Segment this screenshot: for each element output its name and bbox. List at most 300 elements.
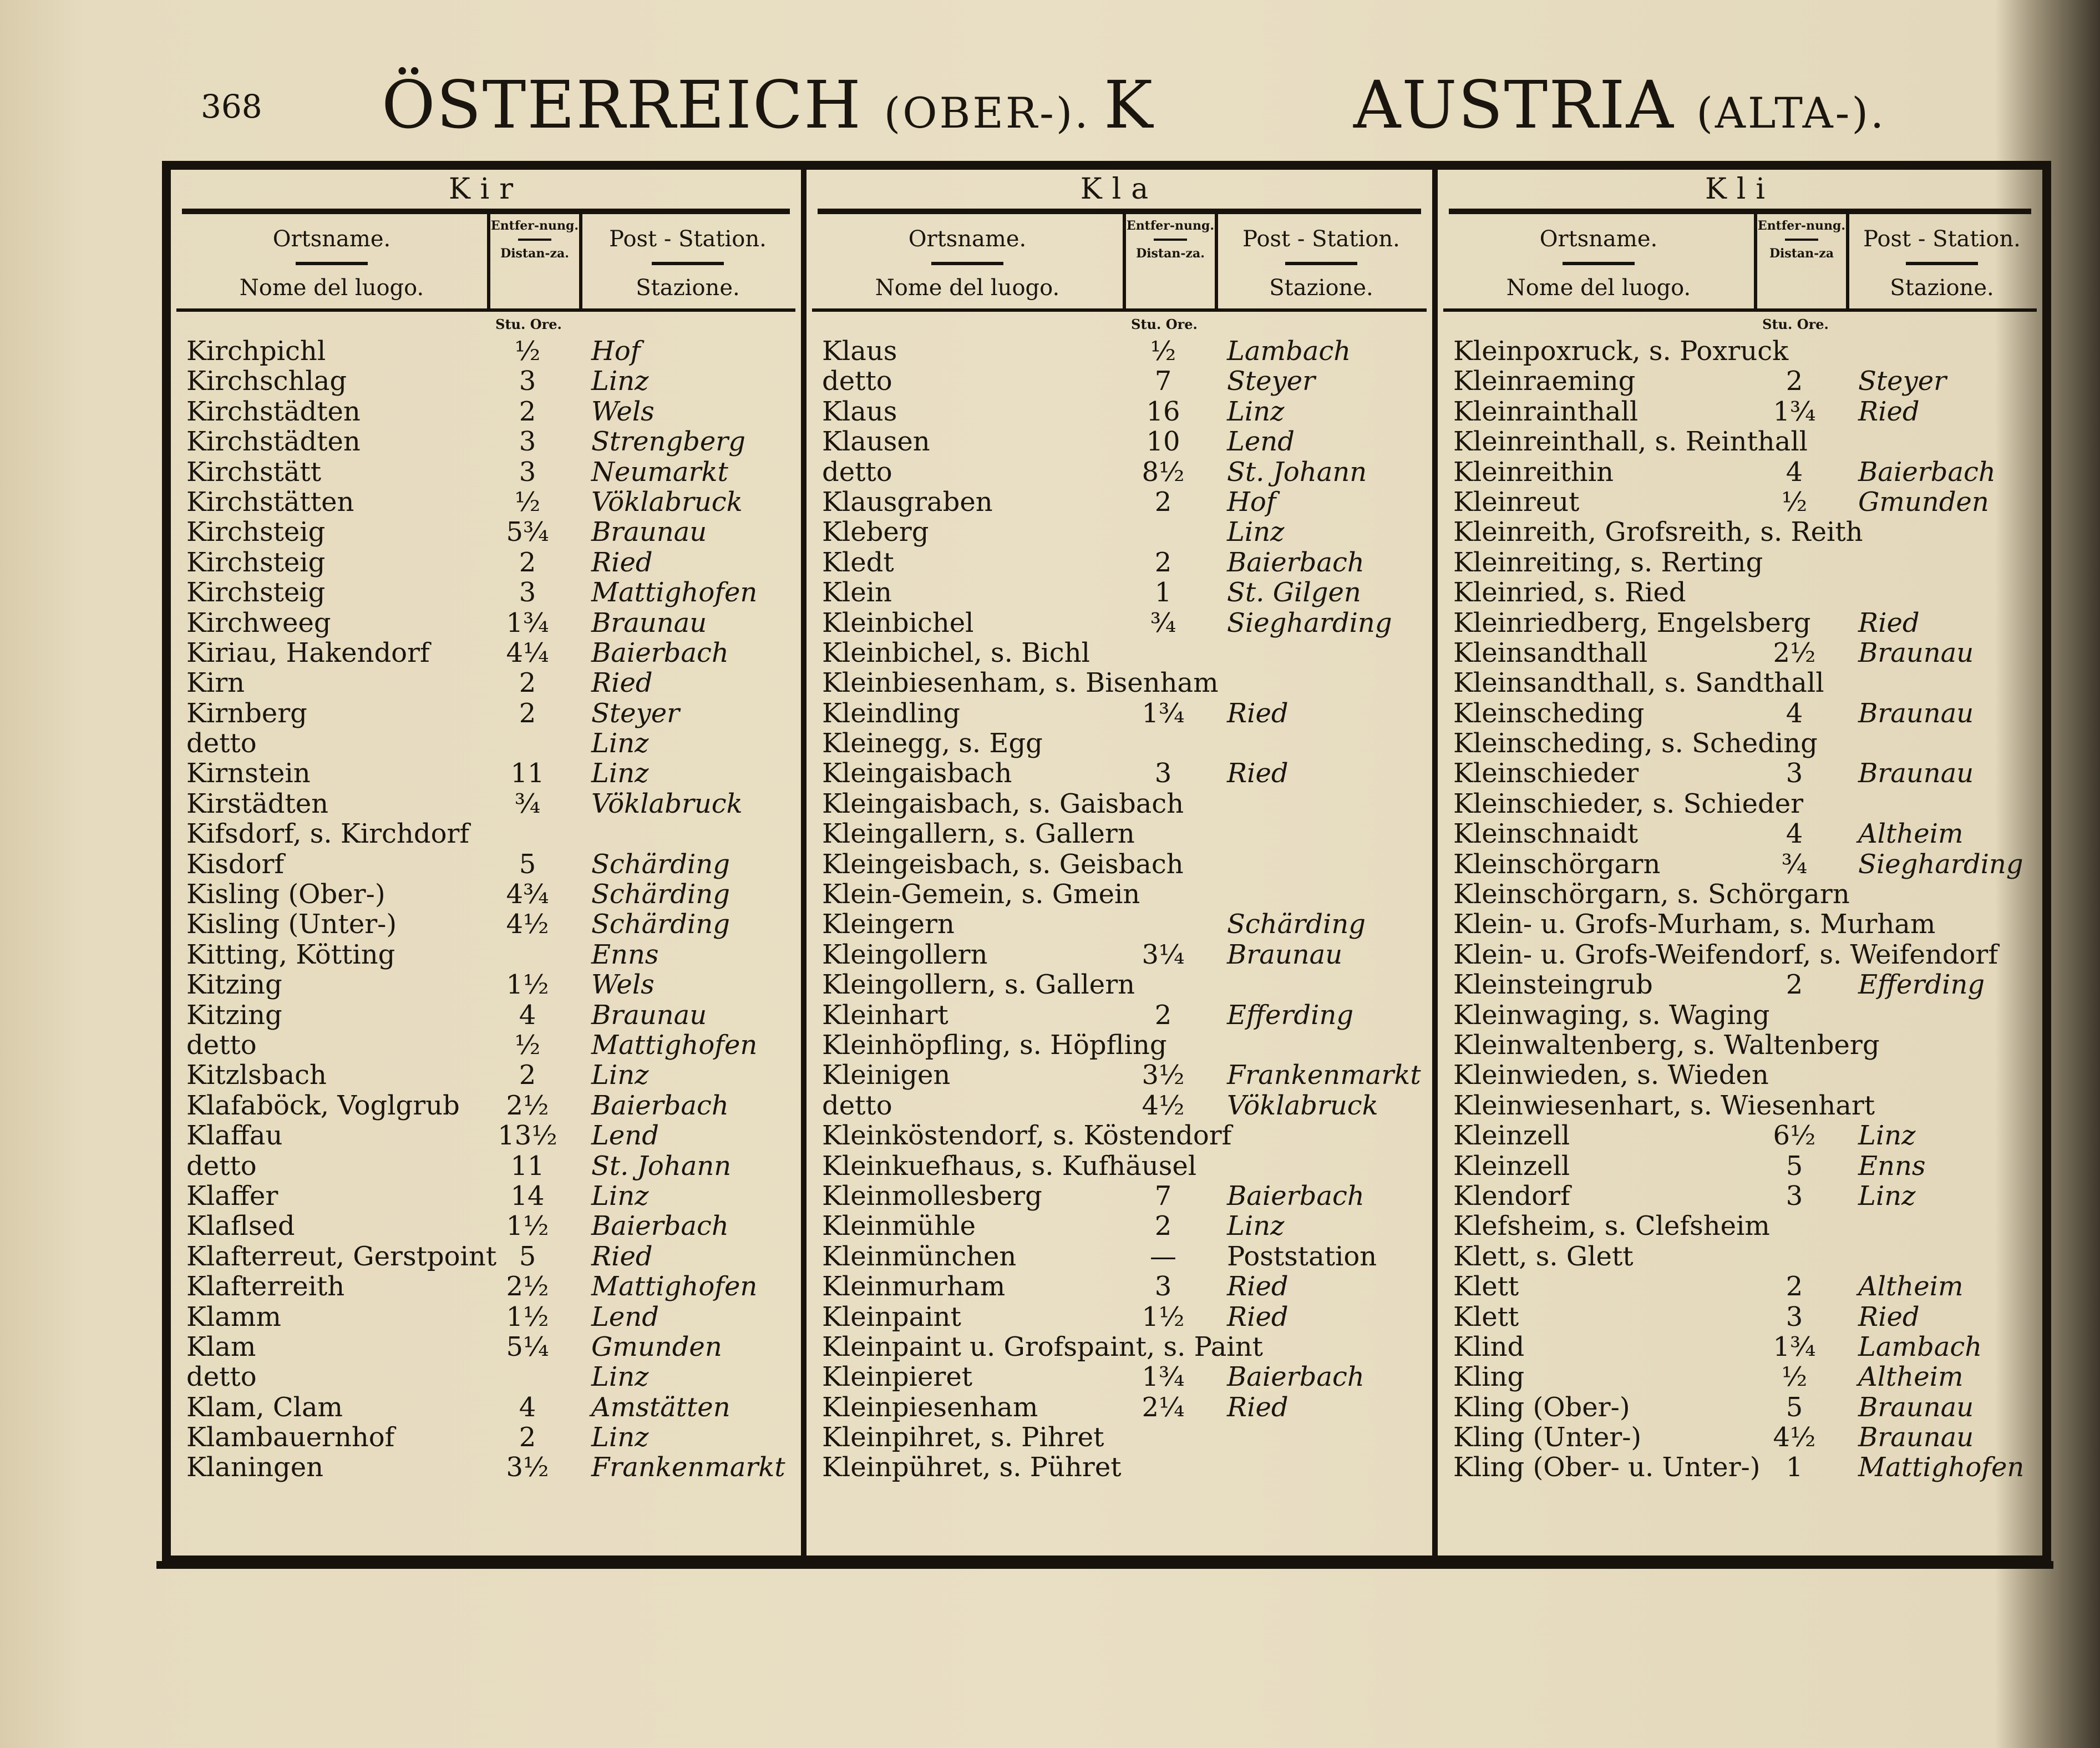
- distance: 4: [1785, 697, 1803, 729]
- table-row: [1453, 517, 2038, 547]
- table-row: [822, 517, 1428, 547]
- post-station-label-it: Stazione.: [1269, 275, 1373, 301]
- place-name: Kleinmünchen: [822, 1240, 1017, 1272]
- table-row: [822, 1332, 1428, 1362]
- page-number: 368: [201, 88, 262, 125]
- distance: 4½: [506, 909, 549, 940]
- post-station: Altheim: [1858, 1361, 1964, 1393]
- place-name: Kirchstädten: [186, 396, 361, 427]
- post-station: Baierbach: [1227, 1180, 1365, 1212]
- post-station: Linz: [591, 1361, 649, 1393]
- post-station: Baierbach: [591, 637, 729, 668]
- table-row: [822, 698, 1428, 728]
- table-row: [822, 879, 1428, 909]
- place-name: detto: [822, 456, 892, 488]
- place-name: Kleinzell: [1453, 1120, 1570, 1152]
- post-station: Mattighofen: [591, 577, 758, 609]
- table-row: [1453, 1030, 2038, 1060]
- place-name-label-de: Ortsname.: [908, 226, 1027, 252]
- place-name: Kleinköstendorf, s. Köstendorf: [822, 1120, 1232, 1152]
- place-name: Kleinreithin: [1453, 456, 1614, 488]
- table-row: [822, 1392, 1428, 1422]
- place-name: Kling (Ober-): [1453, 1391, 1630, 1423]
- distance: 4: [1785, 818, 1803, 850]
- post-station: Linz: [591, 1180, 649, 1212]
- table-row: [1453, 1362, 2038, 1392]
- distance: 4½: [1773, 1422, 1816, 1453]
- post-station: Ried: [1227, 1271, 1289, 1303]
- place-name: Kirchstädten: [186, 426, 361, 458]
- table-row: [186, 1422, 797, 1452]
- table-row: [1453, 1121, 2038, 1151]
- distance: 4¼: [506, 637, 549, 668]
- title-german-sub: (OBER-).: [884, 88, 1090, 138]
- distance: 3: [519, 426, 536, 458]
- table-row: [822, 427, 1428, 457]
- column-kir: [171, 170, 801, 1556]
- place-name: Kleinpihret, s. Pihret: [822, 1422, 1104, 1453]
- distance: 2½: [1773, 637, 1816, 668]
- distance: 2: [1154, 999, 1172, 1031]
- post-station: Baierbach: [1227, 1361, 1365, 1393]
- place-name: Klaus: [822, 336, 897, 367]
- table-row: [186, 1151, 797, 1181]
- table-row: [822, 1422, 1428, 1452]
- distance-label-de: Entfer-nung.: [1126, 219, 1215, 233]
- place-name: Kleinwaltenberg, s. Waltenberg: [1453, 1029, 1880, 1061]
- place-name: Klafaböck, Voglgrub: [186, 1090, 460, 1121]
- place-name: Kleinbichel: [822, 607, 974, 639]
- post-station: Frankenmarkt: [1227, 1060, 1421, 1091]
- place-name: Kleinschörgarn: [1453, 848, 1661, 880]
- place-name: Kirstädten: [186, 788, 329, 819]
- table-row: [186, 698, 797, 728]
- post-station: Schärding: [1227, 909, 1366, 940]
- place-name: Kitzing: [186, 969, 282, 1001]
- table-row: [822, 1242, 1428, 1271]
- distance: 2½: [506, 1271, 549, 1303]
- place-name: Klein- u. Grofs-Weifendorf, s. Weifendorf: [1453, 939, 1998, 970]
- table-row: [822, 1151, 1428, 1181]
- table-row: [1453, 608, 2038, 638]
- place-name: Kleinwieden, s. Wieden: [1453, 1060, 1769, 1091]
- table-row: [186, 1332, 797, 1362]
- column-kla: [801, 170, 1432, 1556]
- header-rule: [1906, 262, 1978, 265]
- section-letter: K: [1104, 67, 1154, 143]
- distance: 2: [1154, 1210, 1172, 1242]
- header-rule: [1154, 239, 1187, 241]
- place-name: Klamm: [186, 1301, 281, 1332]
- column-kli: [1432, 170, 2042, 1556]
- distance: 3½: [1142, 1060, 1185, 1091]
- table-row: [822, 1271, 1428, 1301]
- place-name: Kleberg: [822, 516, 929, 548]
- table-row: [186, 1242, 797, 1271]
- table-row: [1453, 457, 2038, 487]
- table-row: [1453, 819, 2038, 849]
- table-row: [186, 336, 797, 366]
- table-row: [1453, 1302, 2038, 1332]
- distance: 14: [510, 1180, 545, 1212]
- place-name: Kleinigen: [822, 1060, 951, 1091]
- table-row: [186, 1060, 797, 1090]
- post-station: Linz: [591, 1422, 649, 1453]
- distance: 11: [510, 1150, 545, 1182]
- place-name: Klaffer: [186, 1180, 278, 1212]
- column-heading: Kir: [182, 170, 790, 214]
- post-station: Steyer: [1858, 366, 1947, 397]
- table-row: [186, 1211, 797, 1241]
- table-row: [186, 608, 797, 638]
- table-row: [822, 1181, 1428, 1211]
- distance: 1¾: [1773, 396, 1816, 427]
- place-name: Kleinbichel, s. Bichl: [822, 637, 1090, 668]
- place-name: Kirchsteig: [186, 546, 326, 578]
- table-row: [1453, 427, 2038, 457]
- distance: ¾: [1150, 607, 1176, 639]
- post-station: Efferding: [1858, 969, 1985, 1001]
- distance: 1¾: [506, 607, 549, 639]
- place-name: Klett: [1453, 1301, 1519, 1332]
- entry-list: [186, 336, 797, 1483]
- post-station: Steyer: [1227, 366, 1316, 397]
- table-row: [822, 909, 1428, 939]
- place-name: Kleinschnaidt: [1453, 818, 1639, 850]
- table-row: [1453, 1000, 2038, 1030]
- distance: 10: [1146, 426, 1180, 458]
- table-row: [822, 608, 1428, 638]
- header-rule: [296, 262, 368, 265]
- distance: 2: [519, 1060, 536, 1091]
- distance: 2¼: [1142, 1391, 1185, 1423]
- distance: ½: [1781, 1361, 1808, 1393]
- post-station: Enns: [591, 939, 659, 970]
- distance: 3: [1154, 1271, 1172, 1303]
- distance: 16: [1146, 396, 1180, 427]
- distance: 6½: [1773, 1120, 1816, 1152]
- table-row: [186, 789, 797, 819]
- post-station: Lambach: [1858, 1331, 1982, 1362]
- table-row: [186, 1271, 797, 1301]
- place-name: Kirchschlag: [186, 366, 347, 397]
- place-name: Kleingaisbach, s. Gaisbach: [822, 788, 1184, 819]
- post-station: Altheim: [1858, 1271, 1964, 1303]
- table-row: [822, 668, 1428, 698]
- post-station: Wels: [591, 396, 655, 427]
- title-italian-sub: (ALTA-).: [1696, 88, 1886, 138]
- place-name: Kirnstein: [186, 758, 311, 789]
- table-row: [1453, 1392, 2038, 1422]
- post-station-label-it: Stazione.: [636, 275, 740, 301]
- place-name: Kleindling: [822, 697, 960, 729]
- table-row: [186, 1362, 797, 1392]
- table-row: [186, 366, 797, 396]
- place-name: Kling (Ober- u. Unter-): [1453, 1452, 1761, 1483]
- table-row: [1453, 1181, 2038, 1211]
- distance: 7: [1154, 1180, 1172, 1212]
- place-name: Kisling (Ober-): [186, 879, 385, 910]
- table-row: [186, 668, 797, 698]
- distance: 3: [1785, 1301, 1803, 1332]
- table-row: [186, 517, 797, 547]
- place-name: Klam: [186, 1331, 256, 1362]
- distance: 1½: [506, 969, 549, 1001]
- table-row: [186, 487, 797, 517]
- distance: 1½: [1142, 1301, 1185, 1332]
- table-row: [186, 1181, 797, 1211]
- column-subheader: [1443, 214, 2037, 312]
- place-name: Kirn: [186, 667, 245, 699]
- post-station: Braunau: [1227, 939, 1343, 970]
- distance: 5: [1785, 1391, 1803, 1423]
- post-station: Gmunden: [1858, 486, 1989, 518]
- post-station: Linz: [591, 1060, 649, 1091]
- distance-header: [487, 214, 582, 308]
- place-name: Klaningen: [186, 1452, 324, 1483]
- distance: ½: [514, 1029, 541, 1061]
- post-station: St. Johann: [591, 1150, 732, 1182]
- distance: 7: [1154, 366, 1172, 397]
- place-name: Klein-Gemein, s. Gmein: [822, 879, 1140, 910]
- distance: 11: [510, 758, 545, 789]
- place-name: Kisdorf: [186, 848, 285, 880]
- table-row: [822, 1121, 1428, 1151]
- table-row: [1453, 1452, 2038, 1482]
- distance: 2: [1154, 546, 1172, 578]
- table-row: [1453, 970, 2038, 1000]
- post-station: Poststation: [1227, 1240, 1377, 1272]
- post-station: Hof: [591, 336, 641, 367]
- post-station: Schärding: [591, 879, 730, 910]
- place-name: Kleingern: [822, 909, 955, 940]
- distance: 4: [519, 999, 536, 1031]
- place-name: Kirchsteig: [186, 516, 326, 548]
- place-name: Kling (Unter-): [1453, 1422, 1642, 1453]
- distance-label-de: Entfer-nung.: [490, 219, 579, 233]
- place-name: Kleinrainthall: [1453, 396, 1639, 427]
- place-name: detto: [186, 1029, 257, 1061]
- place-name: Klambauernhof: [186, 1422, 395, 1453]
- place-name-header: [176, 214, 487, 308]
- place-name: Kirchsteig: [186, 577, 326, 609]
- post-station: Linz: [591, 728, 649, 759]
- post-station: Linz: [591, 366, 649, 397]
- place-name: detto: [822, 366, 892, 397]
- post-station: Ried: [591, 1240, 653, 1272]
- place-name: Kleinpoxruck, s. Poxruck: [1453, 336, 1789, 367]
- distance: 1½: [506, 1210, 549, 1242]
- distance: 1¾: [1773, 1331, 1816, 1362]
- post-station: Baierbach: [1227, 546, 1365, 578]
- table-row: [186, 577, 797, 607]
- column-subheader: [176, 214, 795, 312]
- place-name: Kitting, Kötting: [186, 939, 395, 970]
- table-row: [1453, 336, 2038, 366]
- post-station: Lambach: [1227, 336, 1351, 367]
- post-station: Ried: [1858, 1301, 1920, 1332]
- post-station: Schärding: [591, 848, 730, 880]
- place-name: Kleinraeming: [1453, 366, 1636, 397]
- place-name: Kling: [1453, 1361, 1525, 1393]
- place-name: detto: [822, 1090, 892, 1121]
- place-name: Klett: [1453, 1271, 1519, 1303]
- post-station: Mattighofen: [1858, 1452, 2025, 1483]
- table-row: [186, 1030, 797, 1060]
- post-station: Vöklabruck: [591, 486, 743, 518]
- table-row: [1453, 366, 2038, 396]
- place-name: Kleinschieder, s. Schieder: [1453, 788, 1804, 819]
- place-name: Klaus: [822, 396, 897, 427]
- header-rule: [1285, 262, 1357, 265]
- header-rule: [1563, 262, 1635, 265]
- distance: ¾: [514, 788, 541, 819]
- entry-list: [822, 336, 1428, 1483]
- distance: 3: [1785, 1180, 1803, 1212]
- post-station: Linz: [1227, 516, 1285, 548]
- table-row: [1453, 577, 2038, 607]
- place-name: Kleinreut: [1453, 486, 1580, 518]
- place-name: Kirchstätten: [186, 486, 354, 518]
- distance: 5¼: [506, 1331, 549, 1362]
- distance: 1¾: [1142, 1361, 1185, 1393]
- post-station: Lend: [591, 1301, 659, 1332]
- place-name: Kirchstätt: [186, 456, 322, 488]
- table-row: [1453, 1422, 2038, 1452]
- table-row: [1453, 397, 2038, 427]
- place-name: Kleinscheding, s. Scheding: [1453, 728, 1818, 759]
- table-row: [1453, 849, 2038, 879]
- table-row: [1453, 758, 2038, 788]
- post-station-label-de: Post - Station.: [1863, 226, 2021, 252]
- post-station: Steyer: [591, 697, 680, 729]
- place-name-label-de: Ortsname.: [1539, 226, 1658, 252]
- distance: 4½: [1142, 1090, 1185, 1121]
- place-name: Kleinsandthall, s. Sandthall: [1453, 667, 1824, 699]
- place-name: Klaffau: [186, 1120, 283, 1152]
- post-station: Braunau: [1858, 637, 1974, 668]
- title-italian: [1353, 67, 1886, 143]
- post-station: Ried: [591, 667, 653, 699]
- post-station: St. Gilgen: [1227, 577, 1361, 609]
- place-name: Kleinsandthall: [1453, 637, 1648, 668]
- place-name: Klaflsed: [186, 1210, 295, 1242]
- place-name: Kleinschieder: [1453, 758, 1639, 789]
- post-station: Braunau: [1858, 1391, 1974, 1423]
- post-station: Efferding: [1227, 999, 1354, 1031]
- table-row: [822, 728, 1428, 758]
- place-name: Kleinbiesenham, s. Bisenham: [822, 667, 1219, 699]
- distance: 3½: [506, 1452, 549, 1483]
- place-name: Kleinmurham: [822, 1271, 1006, 1303]
- post-station: Ried: [1227, 1301, 1289, 1332]
- post-station: Ried: [1227, 697, 1289, 729]
- post-station: Lend: [1227, 426, 1295, 458]
- post-station: Baierbach: [1858, 456, 1996, 488]
- place-name: detto: [186, 728, 257, 759]
- table-row: [1453, 1091, 2038, 1121]
- title-german-main: ÖSTERREICH: [382, 67, 863, 143]
- table-row: [186, 940, 797, 970]
- place-name: Kiriau, Hakendorf: [186, 637, 430, 668]
- post-station: Neumarkt: [591, 456, 728, 488]
- distance-units: Stu. Ore.: [1131, 316, 1198, 332]
- distance: ½: [514, 336, 541, 367]
- distance: 13½: [498, 1120, 557, 1152]
- distance: ½: [514, 486, 541, 518]
- place-name: detto: [186, 1361, 257, 1393]
- place-name: Kleingollern: [822, 939, 988, 970]
- title-german: [382, 67, 1090, 143]
- table-row: [186, 1000, 797, 1030]
- place-name: Kleinried, s. Ried: [1453, 577, 1686, 609]
- place-name: Kleinsteingrub: [1453, 969, 1653, 1001]
- place-name: Kleinriedberg, Engelsberg: [1453, 607, 1811, 639]
- table-row: [822, 577, 1428, 607]
- place-name: Kleinpühret, s. Pühret: [822, 1452, 1122, 1483]
- post-station: Schärding: [591, 909, 730, 940]
- place-name: Kleinpiesenham: [822, 1391, 1038, 1423]
- place-name: Klett, s. Glett: [1453, 1240, 1634, 1272]
- post-station: St. Johann: [1227, 456, 1367, 488]
- column-subheader: [812, 214, 1427, 312]
- distance: 5: [1785, 1150, 1803, 1182]
- page-header: [0, 67, 2100, 172]
- post-station: Linz: [591, 758, 649, 789]
- post-station: Mattighofen: [591, 1271, 758, 1303]
- place-name: Kleinscheding: [1453, 697, 1645, 729]
- table-row: [186, 1121, 797, 1151]
- bottom-rule: [156, 1561, 2053, 1569]
- post-station: Siegharding: [1227, 607, 1392, 639]
- table-row: [1453, 909, 2038, 939]
- distance-header: [1754, 214, 1849, 308]
- distance-units: Stu. Ore.: [1762, 316, 1829, 332]
- post-station: Braunau: [1858, 697, 1974, 729]
- distance: ½: [1150, 336, 1176, 367]
- post-station: Braunau: [1858, 758, 1974, 789]
- place-name: Klafterreith: [186, 1271, 345, 1303]
- place-name: Kitzing: [186, 999, 282, 1031]
- distance: 8½: [1142, 456, 1185, 488]
- table-row: [186, 397, 797, 427]
- post-station: Ried: [1227, 1391, 1289, 1423]
- table-row: [822, 1362, 1428, 1392]
- table-row: [1453, 940, 2038, 970]
- distance: 3: [1154, 758, 1172, 789]
- distance: ½: [1781, 486, 1808, 518]
- place-name: Klind: [1453, 1331, 1525, 1362]
- table-row: [1453, 1060, 2038, 1090]
- post-station: Ried: [1858, 396, 1920, 427]
- post-station: Linz: [1858, 1180, 1916, 1212]
- post-station: Enns: [1858, 1150, 1926, 1182]
- distance: 1: [1154, 577, 1172, 609]
- distance: 2½: [506, 1090, 549, 1121]
- post-station: Ried: [1227, 758, 1289, 789]
- place-name: Kleinwaging, s. Waging: [1453, 999, 1770, 1031]
- place-name: Kleinkuefhaus, s. Kufhäusel: [822, 1150, 1197, 1182]
- column-heading: Kla: [818, 170, 1421, 214]
- place-name-header: [812, 214, 1123, 308]
- entry-list: [1453, 336, 2038, 1483]
- place-name: Kleinreinthall, s. Reinthall: [1453, 426, 1808, 458]
- post-station-header: [580, 214, 795, 308]
- place-name: Kleinhart: [822, 999, 948, 1031]
- post-station-label-it: Stazione.: [1890, 275, 1994, 301]
- table-row: [186, 758, 797, 788]
- table-row: [186, 819, 797, 849]
